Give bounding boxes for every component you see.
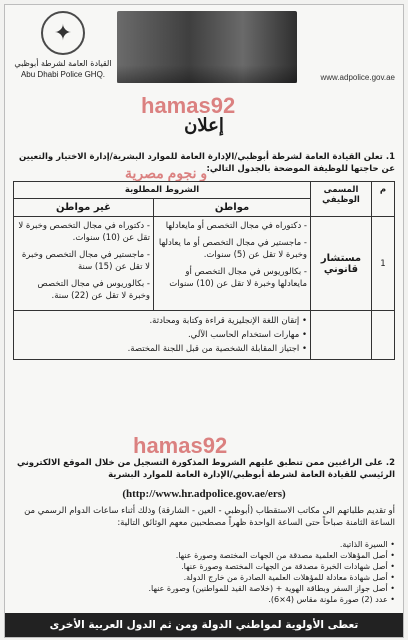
paragraph-3: أو تقديم طلباتهم الى مكاتب الاستقطاب (أبوظبي - العين - الشارقة) وذلك أثناء ساعات الدوام الرسمي من الساعة الثامنة صباحاً حتى الساعة الواحدة ظهراً مصطحبين معهم الوثائق التالية: [24,506,395,528]
watermark-arabic: و نجوم مصرية [125,165,208,181]
job-title: مستشار قانوني [311,217,372,311]
citizen-req-item: - بكالوريوس في مجال التخصص أو مايعادلها وخبرة لا تقل عن (10) سنوات [169,267,307,289]
paragraph-1: 1. تعلن القيادة العامة لشرطة أبوظبي/الإدارة العامة للموارد البشرية/إدارة الاختيار والتعيين عن حاجتها للوظيفة الموضحة بالجدول التالي: [18,152,395,174]
noncitizen-req-item: - بكالوريوس في مجال التخصص وخبرة لا تقل عن (22) سنة. [37,279,150,301]
row-number: 1 [372,217,395,311]
noncitizen-header: غير مواطن [14,199,154,217]
document-item: • أصل شهادات الخبرة مصدقة من الجهات المختصة وصورة عنها. [13,561,395,572]
empty-cell [311,311,372,360]
citizen-requirements [154,217,311,311]
website-url: www.adpolice.gov.ae [320,73,395,82]
common-req-item: • اجتياز المقابلة الشخصية من قبل اللجنة المختصة. [17,342,307,356]
police-logo [13,11,113,87]
document-item: • أصل جواز السفر وبطاقة الهوية + (خلاصة القيد للمواطنين) وصورة عنها. [13,583,395,594]
col-requirements-header: الشروط المطلوبة [14,182,311,199]
document-item: • السيرة الذاتية. [13,539,395,550]
logo-arabic-text: القيادة العامة لشرطة أبوظبي [14,59,112,68]
paragraph-2: 2. على الراغبين ممن تنطبق عليهم الشروط المذكورة التسجيل من خلال الموقع الالكتروني الرئيسي للقيادة العامة لشرطة أبوظبي/الإدارة العامة للموارد البشرية [17,458,395,480]
citizen-header: مواطن [154,199,311,217]
document-item: • أصل المؤهلات العلمية مصدقة من الجهات المختصة وصورة عنها. [13,550,395,561]
advertisement-page [4,4,404,638]
falcon-emblem-icon: ✦ [41,11,85,55]
registration-link[interactable]: (http://www.hr.adpolice.gov.ae/ers) [122,488,286,500]
priority-footer: تعطى الأولوية لمواطني الدولة ومن ثم الدول العربية الأخرى [5,613,403,637]
document-item: • عدد (2) صورة ملونة مقاس (4×6). [13,594,395,605]
common-req-item: • مهارات استخدام الحاسب الآلي. [17,328,307,342]
citizen-req-item: - ماجستير في مجال التخصص أو ما يعادلها وخبرة لا تقل عن (5) سنوات. [158,238,307,260]
announcement-title: إعلان [184,115,224,136]
requirements-table [13,181,395,360]
citizen-req-item: - دكتوراه في مجال التخصص أو مايعادلها [165,221,307,231]
noncitizen-requirements [14,217,154,311]
common-requirements [14,311,311,360]
col-number-header: م [372,182,395,217]
noncitizen-req-item: - ماجستير في مجال التخصص وخبرة لا تقل عن (15) سنة [21,250,150,272]
watermark: hamas92 [141,93,236,118]
header-photo [117,11,297,83]
common-req-item: • إتقان اللغة الإنجليزية قراءة وكتابة ومحادثة. [17,314,307,328]
logo-english-text: Abu Dhabi Police GHQ. [20,70,106,79]
document-item: • أصل شهادة معادلة للمؤهلات العلمية الصادرة من خارج الدولة. [13,572,395,583]
col-jobtitle-header: المسمى الوظيفي [311,182,372,217]
documents-list [13,539,395,605]
watermark: hamas92 [133,433,228,458]
noncitizen-req-item: - دكتوراه في مجال التخصص وخبرة لا تقل عن (10) سنوات. [18,221,150,243]
empty-cell [372,311,395,360]
